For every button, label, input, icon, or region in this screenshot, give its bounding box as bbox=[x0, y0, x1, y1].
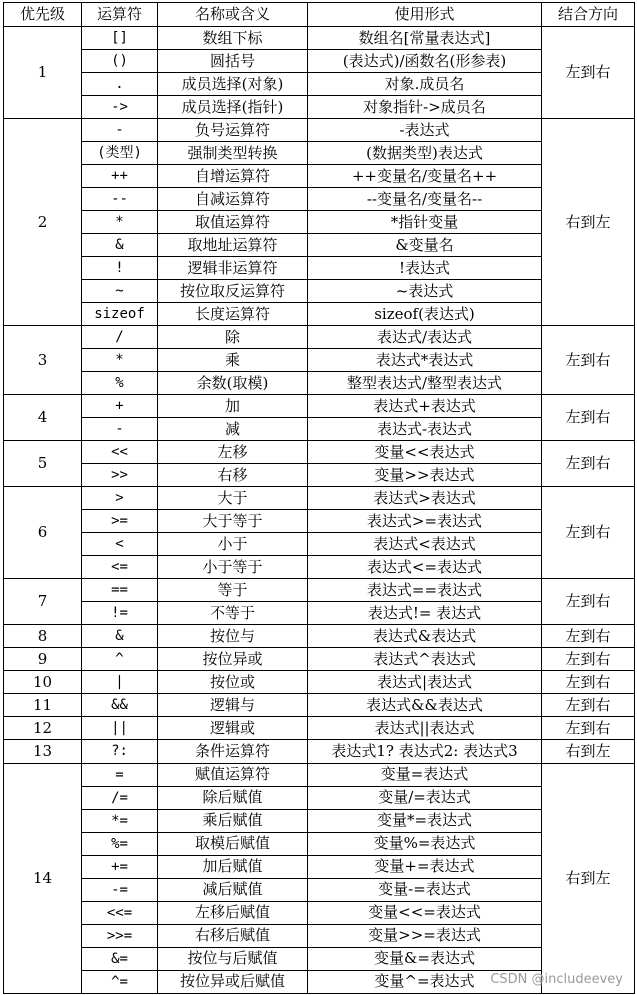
header-form: 使用形式 bbox=[308, 3, 542, 27]
operator-cell: | bbox=[82, 671, 158, 694]
name-cell: 数组下标 bbox=[158, 27, 308, 50]
operator-cell: >= bbox=[82, 510, 158, 533]
table-row bbox=[4, 878, 635, 901]
operator-cell: %= bbox=[82, 832, 158, 855]
table-row bbox=[4, 50, 635, 73]
table-row bbox=[4, 119, 635, 142]
name-cell: 除 bbox=[158, 326, 308, 349]
name-cell: 乘后赋值 bbox=[158, 809, 308, 832]
operator-cell: != bbox=[82, 602, 158, 625]
form-cell: 表达式>表达式 bbox=[308, 487, 542, 510]
name-cell: 逻辑与 bbox=[158, 694, 308, 717]
form-cell: 表达式!= 表达式 bbox=[308, 602, 542, 625]
form-cell: 变量=表达式 bbox=[308, 763, 542, 786]
name-cell: 逻辑或 bbox=[158, 717, 308, 740]
table-row bbox=[4, 326, 635, 349]
form-cell: 表达式1? 表达式2: 表达式3 bbox=[308, 740, 542, 763]
priority-cell: 4 bbox=[4, 395, 82, 441]
name-cell: 赋值运算符 bbox=[158, 763, 308, 786]
priority-cell: 1 bbox=[4, 27, 82, 119]
operator-cell: /= bbox=[82, 786, 158, 809]
assoc-cell: 左到右 bbox=[542, 395, 635, 441]
header-assoc: 结合方向 bbox=[542, 3, 635, 27]
assoc-cell: 左到右 bbox=[542, 694, 635, 717]
table-row bbox=[4, 395, 635, 418]
priority-cell: 9 bbox=[4, 648, 82, 671]
operator-cell: == bbox=[82, 579, 158, 602]
form-cell: 变量/=表达式 bbox=[308, 786, 542, 809]
name-cell: 减 bbox=[158, 418, 308, 441]
operator-cell: ++ bbox=[82, 165, 158, 188]
form-cell: 变量<<表达式 bbox=[308, 441, 542, 464]
table-row bbox=[4, 188, 635, 211]
table-row bbox=[4, 740, 635, 763]
assoc-cell: 左到右 bbox=[542, 326, 635, 395]
operator-cell: () bbox=[82, 50, 158, 73]
form-cell: 表达式>=表达式 bbox=[308, 510, 542, 533]
table-row bbox=[4, 602, 635, 625]
table-row bbox=[4, 349, 635, 372]
table-row bbox=[4, 280, 635, 303]
form-cell: 表达式&&表达式 bbox=[308, 694, 542, 717]
table-row bbox=[4, 234, 635, 257]
operator-cell: -- bbox=[82, 188, 158, 211]
form-cell: 变量+=表达式 bbox=[308, 855, 542, 878]
table-row bbox=[4, 533, 635, 556]
name-cell: 等于 bbox=[158, 579, 308, 602]
name-cell: 取地址运算符 bbox=[158, 234, 308, 257]
table-row bbox=[4, 832, 635, 855]
form-cell: 变量-=表达式 bbox=[308, 878, 542, 901]
operator-cell: sizeof bbox=[82, 303, 158, 326]
name-cell: 条件运算符 bbox=[158, 740, 308, 763]
table-row bbox=[4, 257, 635, 280]
form-cell: 变量>>=表达式 bbox=[308, 924, 542, 947]
operator-cell: *= bbox=[82, 809, 158, 832]
form-cell: 整型表达式/整型表达式 bbox=[308, 372, 542, 395]
name-cell: 自增运算符 bbox=[158, 165, 308, 188]
assoc-cell: 左到右 bbox=[542, 671, 635, 694]
assoc-cell: 左到右 bbox=[542, 648, 635, 671]
form-cell: 表达式||表达式 bbox=[308, 717, 542, 740]
table-row bbox=[4, 625, 635, 648]
operator-cell: -= bbox=[82, 878, 158, 901]
csdn-watermark: CSDN @includeevey bbox=[490, 972, 623, 987]
table-row bbox=[4, 648, 635, 671]
operator-cell: ~ bbox=[82, 280, 158, 303]
assoc-cell: 左到右 bbox=[542, 579, 635, 625]
form-cell: -表达式 bbox=[308, 119, 542, 142]
name-cell: 右移后赋值 bbox=[158, 924, 308, 947]
table-row bbox=[4, 27, 635, 50]
header-name: 名称或含义 bbox=[158, 3, 308, 27]
form-cell: 表达式<=表达式 bbox=[308, 556, 542, 579]
priority-cell: 3 bbox=[4, 326, 82, 395]
table-row bbox=[4, 418, 635, 441]
assoc-cell: 左到右 bbox=[542, 487, 635, 579]
operator-cell: < bbox=[82, 533, 158, 556]
form-cell: 变量%=表达式 bbox=[308, 832, 542, 855]
operator-cell: * bbox=[82, 211, 158, 234]
priority-cell: 11 bbox=[4, 694, 82, 717]
name-cell: 小于 bbox=[158, 533, 308, 556]
table-row bbox=[4, 372, 635, 395]
operator-cell: >> bbox=[82, 464, 158, 487]
form-cell: (表达式)/函数名(形参表) bbox=[308, 50, 542, 73]
table-row bbox=[4, 694, 635, 717]
table-row bbox=[4, 717, 635, 740]
table-row bbox=[4, 510, 635, 533]
form-cell: 变量>>表达式 bbox=[308, 464, 542, 487]
operator-cell: += bbox=[82, 855, 158, 878]
header-operator: 运算符 bbox=[82, 3, 158, 27]
form-cell: 变量&=表达式 bbox=[308, 947, 542, 970]
operator-cell: ^ bbox=[82, 648, 158, 671]
table-row bbox=[4, 924, 635, 947]
form-cell: 表达式/表达式 bbox=[308, 326, 542, 349]
operator-cell: ?: bbox=[82, 740, 158, 763]
assoc-cell: 左到右 bbox=[542, 27, 635, 119]
operator-cell: + bbox=[82, 395, 158, 418]
assoc-cell: 左到右 bbox=[542, 717, 635, 740]
table-row bbox=[4, 671, 635, 694]
name-cell: 取值运算符 bbox=[158, 211, 308, 234]
table-row bbox=[4, 487, 635, 510]
form-cell: 表达式^表达式 bbox=[308, 648, 542, 671]
table-row bbox=[4, 556, 635, 579]
operator-cell: (类型) bbox=[82, 142, 158, 165]
priority-cell: 6 bbox=[4, 487, 82, 579]
operator-cell: & bbox=[82, 234, 158, 257]
name-cell: 加 bbox=[158, 395, 308, 418]
priority-cell: 5 bbox=[4, 441, 82, 487]
priority-cell: 2 bbox=[4, 119, 82, 326]
table-row bbox=[4, 142, 635, 165]
table-row bbox=[4, 73, 635, 96]
operator-cell: >>= bbox=[82, 924, 158, 947]
table-row bbox=[4, 809, 635, 832]
form-cell: *指针变量 bbox=[308, 211, 542, 234]
table-row bbox=[4, 855, 635, 878]
name-cell: 左移 bbox=[158, 441, 308, 464]
operator-precedence-table bbox=[3, 2, 635, 994]
operator-cell: % bbox=[82, 372, 158, 395]
priority-cell: 14 bbox=[4, 763, 82, 993]
priority-cell: 8 bbox=[4, 625, 82, 648]
name-cell: 成员选择(指针) bbox=[158, 96, 308, 119]
assoc-cell: 左到右 bbox=[542, 441, 635, 487]
operator-cell: . bbox=[82, 73, 158, 96]
assoc-cell: 右到左 bbox=[542, 119, 635, 326]
form-cell: 变量<<=表达式 bbox=[308, 901, 542, 924]
operator-cell: -> bbox=[82, 96, 158, 119]
operator-cell: = bbox=[82, 763, 158, 786]
operator-cell: <<= bbox=[82, 901, 158, 924]
table-row bbox=[4, 96, 635, 119]
name-cell: 强制类型转换 bbox=[158, 142, 308, 165]
form-cell: 数组名[常量表达式] bbox=[308, 27, 542, 50]
name-cell: 加后赋值 bbox=[158, 855, 308, 878]
table-row bbox=[4, 763, 635, 786]
form-cell: &变量名 bbox=[308, 234, 542, 257]
table-row bbox=[4, 901, 635, 924]
form-cell: 表达式&表达式 bbox=[308, 625, 542, 648]
operator-cell: ^= bbox=[82, 970, 158, 993]
operator-cell: - bbox=[82, 119, 158, 142]
priority-cell: 13 bbox=[4, 740, 82, 763]
name-cell: 按位异或后赋值 bbox=[158, 970, 308, 993]
name-cell: 不等于 bbox=[158, 602, 308, 625]
form-cell: 表达式|表达式 bbox=[308, 671, 542, 694]
name-cell: 余数(取模) bbox=[158, 372, 308, 395]
header-row bbox=[4, 3, 635, 27]
name-cell: 大于等于 bbox=[158, 510, 308, 533]
name-cell: 按位与后赋值 bbox=[158, 947, 308, 970]
form-cell: --变量名/变量名-- bbox=[308, 188, 542, 211]
priority-cell: 12 bbox=[4, 717, 82, 740]
name-cell: 左移后赋值 bbox=[158, 901, 308, 924]
name-cell: 右移 bbox=[158, 464, 308, 487]
name-cell: 按位异或 bbox=[158, 648, 308, 671]
form-cell: 变量^=表达式 bbox=[308, 970, 542, 993]
form-cell: 表达式==表达式 bbox=[308, 579, 542, 602]
form-cell: 表达式-表达式 bbox=[308, 418, 542, 441]
table-body bbox=[4, 27, 635, 994]
name-cell: 大于 bbox=[158, 487, 308, 510]
operator-cell: && bbox=[82, 694, 158, 717]
operator-cell: &= bbox=[82, 947, 158, 970]
operator-cell: & bbox=[82, 625, 158, 648]
form-cell: !表达式 bbox=[308, 257, 542, 280]
name-cell: 按位取反运算符 bbox=[158, 280, 308, 303]
table-row bbox=[4, 303, 635, 326]
form-cell: ++变量名/变量名++ bbox=[308, 165, 542, 188]
table-row bbox=[4, 947, 635, 970]
form-cell: 表达式+表达式 bbox=[308, 395, 542, 418]
name-cell: 减后赋值 bbox=[158, 878, 308, 901]
name-cell: 长度运算符 bbox=[158, 303, 308, 326]
name-cell: 取模后赋值 bbox=[158, 832, 308, 855]
operator-cell: << bbox=[82, 441, 158, 464]
form-cell: (数据类型)表达式 bbox=[308, 142, 542, 165]
name-cell: 负号运算符 bbox=[158, 119, 308, 142]
operator-cell: || bbox=[82, 717, 158, 740]
name-cell: 乘 bbox=[158, 349, 308, 372]
operator-cell: <= bbox=[82, 556, 158, 579]
operator-cell: - bbox=[82, 418, 158, 441]
table-row bbox=[4, 579, 635, 602]
table-row bbox=[4, 464, 635, 487]
operator-cell: ! bbox=[82, 257, 158, 280]
assoc-cell: 右到左 bbox=[542, 763, 635, 993]
form-cell: sizeof(表达式) bbox=[308, 303, 542, 326]
table-row bbox=[4, 211, 635, 234]
name-cell: 圆括号 bbox=[158, 50, 308, 73]
name-cell: 自减运算符 bbox=[158, 188, 308, 211]
form-cell: 表达式*表达式 bbox=[308, 349, 542, 372]
priority-cell: 10 bbox=[4, 671, 82, 694]
operator-cell: [] bbox=[82, 27, 158, 50]
form-cell: 表达式<表达式 bbox=[308, 533, 542, 556]
table-row bbox=[4, 165, 635, 188]
name-cell: 按位或 bbox=[158, 671, 308, 694]
assoc-cell: 右到左 bbox=[542, 740, 635, 763]
operator-cell: * bbox=[82, 349, 158, 372]
form-cell: 对象指针->成员名 bbox=[308, 96, 542, 119]
name-cell: 按位与 bbox=[158, 625, 308, 648]
priority-cell: 7 bbox=[4, 579, 82, 625]
name-cell: 逻辑非运算符 bbox=[158, 257, 308, 280]
assoc-cell: 左到右 bbox=[542, 625, 635, 648]
name-cell: 除后赋值 bbox=[158, 786, 308, 809]
name-cell: 成员选择(对象) bbox=[158, 73, 308, 96]
operator-cell: > bbox=[82, 487, 158, 510]
header-priority: 优先级 bbox=[4, 3, 82, 27]
form-cell: ~表达式 bbox=[308, 280, 542, 303]
form-cell: 变量*=表达式 bbox=[308, 809, 542, 832]
table-row bbox=[4, 786, 635, 809]
form-cell: 对象.成员名 bbox=[308, 73, 542, 96]
operator-cell: / bbox=[82, 326, 158, 349]
table-row bbox=[4, 441, 635, 464]
name-cell: 小于等于 bbox=[158, 556, 308, 579]
